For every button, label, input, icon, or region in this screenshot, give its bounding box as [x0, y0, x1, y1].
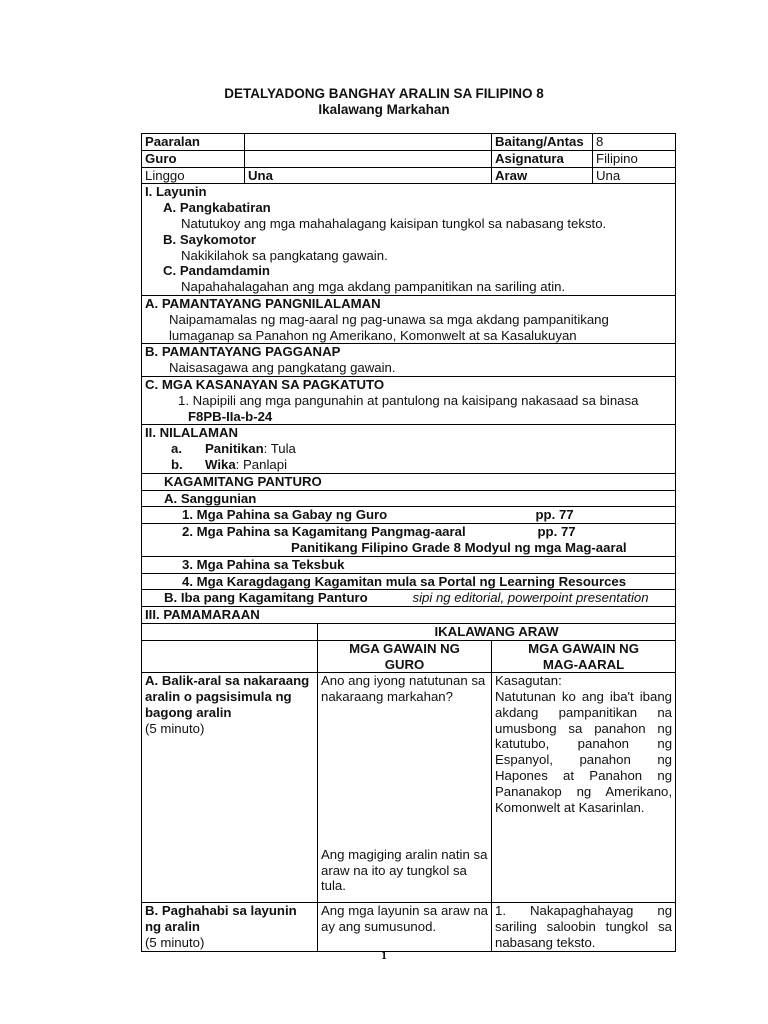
- kasanayan-text: 1. Napipili ang mga pangunahin at pantulong na kaisipang nakasaad sa binasa: [178, 392, 639, 408]
- info-row-guro: [142, 150, 676, 167]
- procedure-b-time: (5 minuto): [145, 934, 205, 950]
- procedure-b-guro-1: Ang mga layunin sa araw na ay ang sumusunod.: [318, 903, 492, 951]
- nilalaman-a-value: : Tula: [263, 441, 296, 457]
- kagamitan-item3-label: 3. Mga Pahina sa Teksbuk: [142, 556, 676, 573]
- procedure-b-magaaral-1: 1. Nakapaghahayag ng sariling saloobin tungkol sa nabasang teksto.: [492, 903, 676, 951]
- guro-value: [245, 150, 492, 167]
- layunin-a-label: A. Pangkabatiran: [163, 200, 271, 216]
- col-header-magaaral: MGA GAWAIN NG MAG-AARAL: [492, 640, 676, 673]
- baitang-label: Baitang/Antas: [492, 134, 593, 151]
- kagamitan-heading-row: [142, 473, 676, 490]
- pamantayang-pagganap-heading: B. PAMANTAYANG PAGGANAP: [145, 344, 341, 360]
- layunin-c-label: C. Pandamdamin: [163, 263, 270, 279]
- pamantayang-pagganap-section: [142, 344, 676, 377]
- document-subtitle: Ikalawang Markahan: [318, 102, 450, 117]
- layunin-c-text: Napahahalagahan ang mga akdang pampanitikan na sariling atin.: [181, 279, 566, 295]
- procedure-a-guro-2: Ang magiging aralin natin sa araw na ito ay tungkol sa tula.: [321, 846, 488, 894]
- kagamitan-item2-pp: pp. 77: [537, 524, 576, 540]
- kagamitan-item2-line2: Panitikang Filipino Grade 8 Modyul ng mga Mag-aaral: [291, 539, 627, 555]
- nilalaman-a-letter: a.: [171, 441, 182, 457]
- sanggunian-label: A. Sanggunian: [142, 490, 676, 507]
- guro-label: Guro: [142, 150, 245, 167]
- pamantayang-pangnilalaman-line1: Naipamamalas ng mag-aaral ng pag-unawa sa mga akdang pampanitikang: [169, 311, 609, 327]
- pamamaraan-heading-row: [142, 607, 676, 624]
- procedure-a-time: (5 minuto): [145, 720, 205, 736]
- pamantayang-pangnilalaman-line2: lumaganap sa Panahon ng Amerikano, Komonwelt at sa Kasalukuyan: [169, 327, 577, 343]
- nilalaman-b-label: Wika: [205, 456, 236, 472]
- nilalaman-b-value: : Panlapi: [235, 456, 287, 472]
- procedure-a-magaaral-2: Natutunan ko ang iba't ibang akdang pampanitikan na umusbong sa panahon ng katutubo, panahon ng Espanyol, panahon ng Hapones at Panahon ng Pananakop ng Amerikano, Komonwelt at Kasarinlan.: [495, 689, 673, 815]
- procedure-row-b: [142, 903, 676, 951]
- page-number: 1: [381, 948, 387, 962]
- nilalaman-heading: II. NILALAMAN: [145, 425, 239, 441]
- info-row-paaralan: [142, 134, 676, 151]
- asignatura-value: Filipino: [593, 150, 676, 167]
- col-header-guro: MGA GAWAIN NG GURO: [318, 640, 492, 673]
- kasanayan-heading: C. MGA KASANAYAN SA PAGKATUTO: [145, 376, 385, 392]
- paaralan-value: [245, 134, 492, 151]
- nilalaman-a-label: Panitikan: [205, 441, 264, 457]
- document-title: DETALYADONG BANGHAY ARALIN SA FILIPINO 8: [224, 86, 544, 101]
- kasanayan-code: F8PB-IIa-b-24: [188, 408, 273, 424]
- iba-pang-kagamitan-row: [142, 590, 676, 607]
- pamantayang-pangnilalaman-heading: A. PAMANTAYANG PANGNILALAMAN: [145, 295, 381, 311]
- sanggunian-row: [142, 490, 676, 507]
- layunin-section: [142, 184, 676, 296]
- kagamitan-heading: KAGAMITANG PANTURO: [142, 473, 676, 490]
- linggo-label: Linggo: [142, 167, 245, 184]
- kagamitan-item2-label: 2. Mga Pahina sa Kagamitang Pangmag-aaral: [182, 524, 466, 540]
- pamantayang-pangnilalaman-section: [142, 295, 676, 343]
- info-row-linggo: [142, 167, 676, 184]
- kagamitan-item4-label: 4. Mga Karagdagang Kagamitan mula sa Portal ng Learning Resources: [142, 573, 676, 590]
- pamamaraan-heading: III. PAMAMARAAN: [142, 607, 676, 624]
- paaralan-label: Paaralan: [142, 134, 245, 151]
- layunin-b-text: Nakikilahok sa pangkatang gawain.: [181, 247, 388, 263]
- linggo-value: Una: [245, 167, 492, 184]
- araw-label: Araw: [492, 167, 593, 184]
- lesson-plan-table: [141, 133, 676, 952]
- araw-value: Una: [593, 167, 676, 184]
- nilalaman-item-a: [145, 441, 672, 457]
- day-header: IKALAWANG ARAW: [318, 623, 676, 640]
- layunin-a-text: Natutukoy ang mga mahahalagang kaisipan tungkol sa nabasang teksto.: [181, 215, 607, 231]
- procedure-a-label: A. Balik-aral sa nakaraang aralin o pagsisimula ng bagong aralin: [145, 673, 310, 720]
- iba-pang-kagamitan-label: B. Iba pang Kagamitang Panturo: [164, 590, 368, 606]
- nilalaman-b-letter: b.: [171, 456, 183, 472]
- layunin-b-label: B. Saykomotor: [163, 231, 257, 247]
- pamantayang-pagganap-text: Naisasagawa ang pangkatang gawain.: [169, 360, 396, 376]
- asignatura-label: Asignatura: [492, 150, 593, 167]
- procedure-row-a: [142, 673, 676, 903]
- iba-pang-kagamitan-value: sipi ng editorial, powerpoint presentation: [412, 590, 649, 606]
- procedure-a-guro-1: Ano ang iyong natutunan sa nakaraang markahan?: [321, 673, 486, 705]
- nilalaman-section: [142, 425, 676, 473]
- layunin-heading: I. Layunin: [145, 184, 207, 200]
- baitang-value: 8: [593, 134, 676, 151]
- day-header-row: [142, 623, 676, 640]
- column-header-row: [142, 640, 676, 673]
- procedure-a-magaaral-1: Kasagutan:: [495, 673, 562, 689]
- kagamitan-item2-row: [142, 524, 676, 557]
- nilalaman-item-b: [145, 457, 672, 473]
- kagamitan-item1-pp: pp. 77: [535, 507, 574, 523]
- kagamitan-item3-row: [142, 556, 676, 573]
- kagamitan-item1-row: [142, 507, 676, 524]
- kasanayan-section: [142, 376, 676, 424]
- procedure-b-label: B. Paghahabi sa layunin ng aralin: [145, 903, 297, 935]
- kagamitan-item1-label: 1. Mga Pahina sa Gabay ng Guro: [182, 507, 388, 523]
- kagamitan-item4-row: [142, 573, 676, 590]
